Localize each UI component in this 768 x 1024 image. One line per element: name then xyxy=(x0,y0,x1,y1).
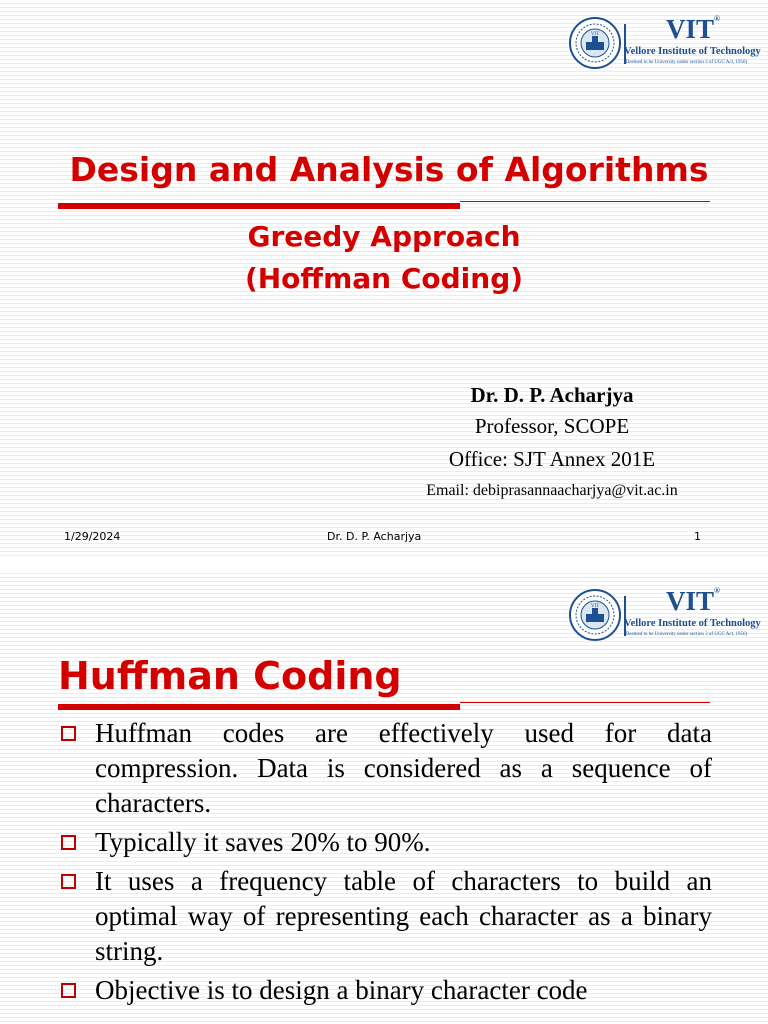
slide-title: Huffman Coding xyxy=(58,654,402,698)
logo-subtitle: (Deemed to be University under section 3 of UGC Act, 1956) xyxy=(624,60,748,65)
bullet-item: Objective is to design a binary character code xyxy=(58,973,712,1008)
logo-full-name: Vellore Institute of Technology xyxy=(624,46,761,57)
author-block xyxy=(370,380,734,506)
vit-seal-icon xyxy=(568,16,622,70)
logo-wordmark: VIT® xyxy=(666,586,720,616)
course-title: Design and Analysis of Algorithms xyxy=(69,150,709,189)
vit-seal-icon xyxy=(568,588,622,642)
author-name: Dr. D. P. Acharjya xyxy=(470,383,634,407)
logo-divider xyxy=(624,24,626,64)
logo-subtitle: (Deemed to be University under section 3 of UGC Act, 1956) xyxy=(624,632,748,637)
subtitle-line-1: Greedy Approach xyxy=(247,220,521,253)
footer-author: Dr. D. P. Acharjya xyxy=(327,530,422,543)
square-bullet-icon xyxy=(61,835,76,850)
square-bullet-icon xyxy=(61,874,76,889)
vit-logo xyxy=(568,588,768,644)
square-bullet-icon xyxy=(61,726,76,741)
vit-logo xyxy=(568,16,768,72)
slide-huffman xyxy=(0,570,768,1024)
title-underline xyxy=(58,704,460,710)
footer-date: 1/29/2024 xyxy=(64,530,121,543)
logo-full-name: Vellore Institute of Technology xyxy=(624,618,761,629)
logo-wordmark: VIT® xyxy=(666,14,720,44)
author-office: Office: SJT Annex 201E xyxy=(448,447,656,471)
author-email: Email: debiprasannaacharjya@vit.ac.in xyxy=(426,482,678,499)
bullet-item: Huffman codes are effectively used for data compression. Data is considered as a sequence of characters. xyxy=(58,716,712,821)
logo-divider xyxy=(624,596,626,636)
title-underline-thin xyxy=(460,201,710,202)
title-underline xyxy=(58,203,460,209)
title-underline-thin xyxy=(460,702,710,703)
subtitle-line-2: (Hoffman Coding) xyxy=(244,262,524,295)
square-bullet-icon xyxy=(61,983,76,998)
footer-page-number: 1 xyxy=(694,530,701,543)
svg-text:VIT: VIT xyxy=(590,32,600,37)
svg-text:VIT: VIT xyxy=(590,604,600,609)
bullet-item: Typically it saves 20% to 90%. xyxy=(58,825,712,860)
bullet-item: It uses a frequency table of characters to build an optimal way of representing each character as a binary string. xyxy=(58,864,712,969)
author-designation: Professor, SCOPE xyxy=(474,414,630,438)
slide-gap xyxy=(0,558,768,570)
bullet-list xyxy=(58,716,712,1012)
